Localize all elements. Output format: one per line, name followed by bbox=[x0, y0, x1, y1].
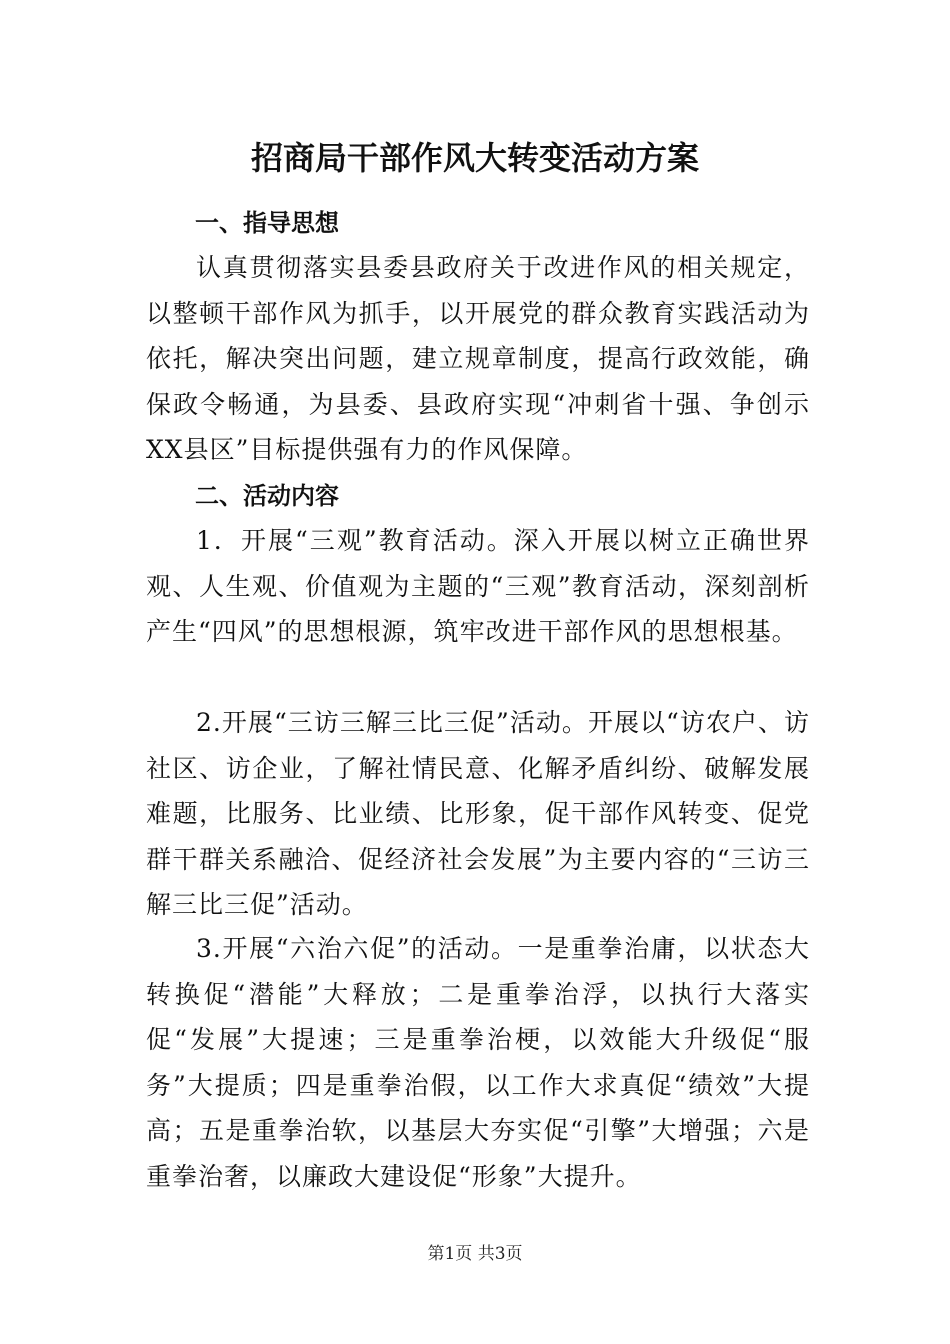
paragraph-six-governance: 3.开展“六治六促”的活动。一是重拳治庸，以状态大转换促“潜能”大释放；二是重拳治浮，以执行大落实促“发展”大提速；三是重拳治梗，以效能大升级促“服务”大提质；四是重拳治假，以工作大求真促“绩效”大提高；五是重拳治软，以基层大夯实促“引擎”大增强；六是重拳治奢，以廉政大建设促“形象”大提升。 bbox=[146, 934, 810, 1191]
paragraph-three-views: 1．开展“三观”教育活动。深入开展以树立正确世界观、人生观、价值观为主题的“三观”教育活动，深刻剖析产生“四风”的思想根源，筑牢改进干部作风的思想根基。 bbox=[146, 526, 810, 646]
paragraph-guiding-ideology: 认真贯彻落实县委县政府关于改进作风的相关规定，以整顿干部作风为抓手，以开展党的群众教育实践活动为依托，解决突出问题，建立规章制度，提高行政效能，确保政令畅通，为县委、县政府实现“冲刺省十强、争创示XX县区”目标提供强有力的作风保障。 bbox=[146, 253, 810, 464]
section-heading-activity-content: 二、活动内容 bbox=[195, 482, 339, 510]
section-heading-guiding-ideology: 一、指导思想 bbox=[195, 209, 339, 237]
document-title: 招商局干部作风大转变活动方案 bbox=[250, 139, 699, 177]
paragraph-three-visits: 2.开展“三访三解三比三促”活动。开展以“访农户、访社区、访企业，了解社情民意、化解矛盾纠纷、破解发展难题，比服务、比业绩、比形象，促干部作风转变、促党群干群关系融洽、促经济社会发展”为主要内容的“三访三解三比三促”活动。 bbox=[146, 708, 810, 919]
page-footer: 第1页 共3页 bbox=[427, 1244, 523, 1264]
